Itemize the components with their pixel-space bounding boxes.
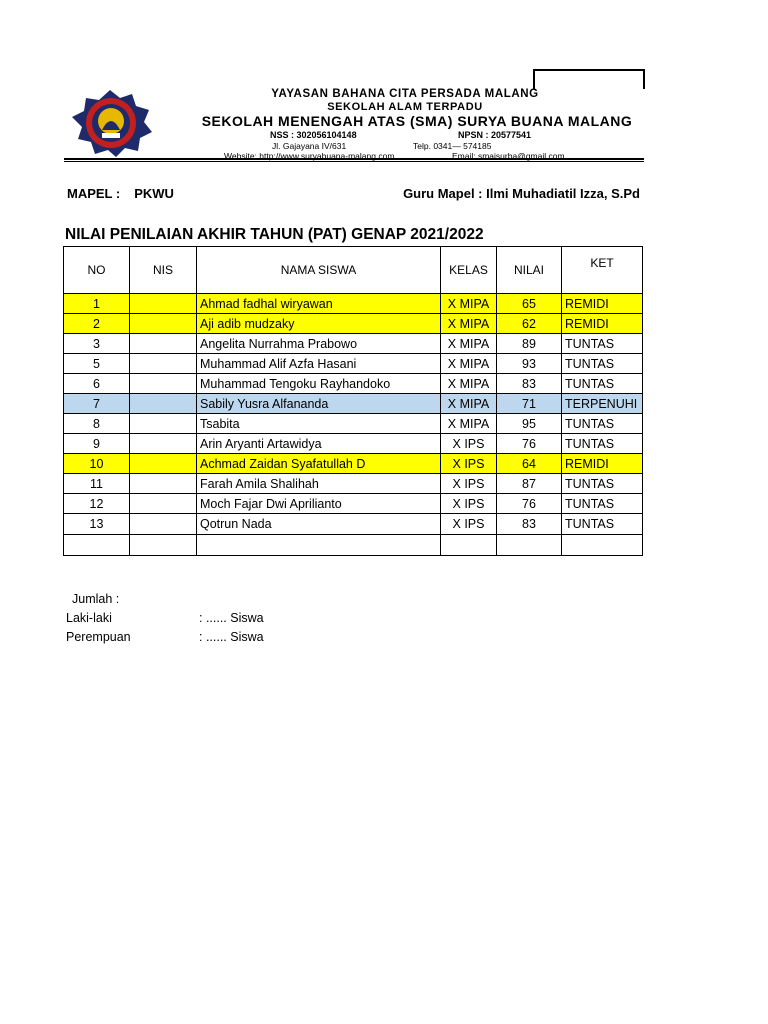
cell-ket: REMIDI — [562, 314, 643, 334]
table-row — [64, 374, 643, 394]
total-label: Jumlah : — [72, 592, 120, 606]
cell-ket: TUNTAS — [562, 334, 643, 354]
cell-nilai: 71 — [497, 394, 562, 414]
table-header-row — [64, 247, 643, 294]
letterhead-rule-thick — [64, 158, 644, 160]
cell-nama: Ahmad fadhal wiryawan — [197, 294, 441, 314]
header-nama-siswa: NAMA SISWA — [197, 247, 441, 294]
cell-nis — [130, 394, 197, 414]
cell-nama: Aji adib mudzaky — [197, 314, 441, 334]
address-line — [160, 141, 650, 151]
cell-kelas: X MIPA — [441, 354, 497, 374]
grades-table — [63, 246, 643, 556]
cell-ket — [562, 535, 643, 556]
cell-nama: Achmad Zaidan Syafatullah D — [197, 454, 441, 474]
table-row — [64, 514, 643, 535]
cell-nis — [130, 294, 197, 314]
cell-nama — [197, 535, 441, 556]
cell-nis — [130, 314, 197, 334]
corner-box — [533, 69, 645, 89]
table-row — [64, 494, 643, 514]
cell-kelas: X IPS — [441, 474, 497, 494]
cell-kelas: X MIPA — [441, 334, 497, 354]
cell-ket: TUNTAS — [562, 374, 643, 394]
subject-value: PKWU — [134, 186, 174, 201]
female-label: Perempuan — [66, 630, 131, 644]
cell-no: 5 — [64, 354, 130, 374]
foundation-name: YAYASAN BAHANA CITA PERSADA MALANG — [271, 88, 539, 100]
cell-kelas: X IPS — [441, 434, 497, 454]
cell-nilai: 83 — [497, 514, 562, 535]
cell-no: 12 — [64, 494, 130, 514]
cell-nis — [130, 494, 197, 514]
table-row — [64, 434, 643, 454]
cell-nama: Tsabita — [197, 414, 441, 434]
cell-nama: Sabily Yusra Alfananda — [197, 394, 441, 414]
cell-no: 3 — [64, 334, 130, 354]
cell-nilai: 93 — [497, 354, 562, 374]
email: Email: smaisurba@gmail.com — [452, 151, 565, 161]
school-name: SEKOLAH MENENGAH ATAS (SMA) SURYA BUANA MALANG — [201, 113, 633, 129]
cell-nilai: 65 — [497, 294, 562, 314]
nss-number: NSS : 302056104148 — [270, 130, 357, 140]
cell-nis — [130, 334, 197, 354]
cell-ket: REMIDI — [562, 454, 643, 474]
cell-kelas: X MIPA — [441, 374, 497, 394]
cell-nama: Angelita Nurrahma Prabowo — [197, 334, 441, 354]
table-row — [64, 535, 643, 556]
cell-nilai — [497, 535, 562, 556]
cell-no: 11 — [64, 474, 130, 494]
subject-label: MAPEL : — [67, 186, 121, 201]
subject-line — [67, 186, 174, 201]
cell-nis — [130, 535, 197, 556]
table-row — [64, 294, 643, 314]
cell-kelas: X IPS — [441, 454, 497, 474]
cell-nama: Muhammad Alif Azfa Hasani — [197, 354, 441, 374]
table-row — [64, 454, 643, 474]
cell-nis — [130, 514, 197, 535]
summary-block — [66, 590, 264, 647]
header-nilai: NILAI — [497, 247, 562, 294]
school-type: SEKOLAH ALAM TERPADU — [327, 101, 483, 113]
cell-nis — [130, 374, 197, 394]
male-count: : ...... Siswa — [199, 611, 264, 625]
cell-nama: Qotrun Nada — [197, 514, 441, 535]
cell-ket: TUNTAS — [562, 434, 643, 454]
cell-nilai: 95 — [497, 414, 562, 434]
cell-nis — [130, 454, 197, 474]
table-row — [64, 334, 643, 354]
cell-kelas — [441, 535, 497, 556]
cell-kelas: X IPS — [441, 494, 497, 514]
teacher-label: Guru Mapel : — [403, 186, 483, 201]
cell-no: 1 — [64, 294, 130, 314]
table-row — [64, 474, 643, 494]
header-nis: NIS — [130, 247, 197, 294]
cell-ket: REMIDI — [562, 294, 643, 314]
cell-nilai: 62 — [497, 314, 562, 334]
cell-kelas: X MIPA — [441, 414, 497, 434]
cell-nilai: 83 — [497, 374, 562, 394]
website: Website: http://www.suryabuana-malang.com — [224, 151, 395, 161]
npsn-number: NPSN : 20577541 — [458, 130, 532, 140]
cell-ket: TUNTAS — [562, 514, 643, 535]
header-ket: KET — [562, 247, 643, 294]
header-no: NO — [64, 247, 130, 294]
cell-ket: TERPENUHI — [562, 394, 643, 414]
table-row — [64, 354, 643, 374]
school-logo-icon — [64, 88, 156, 158]
cell-ket: TUNTAS — [562, 354, 643, 374]
cell-nama: Muhammad Tengoku Rayhandoko — [197, 374, 441, 394]
cell-nis — [130, 474, 197, 494]
male-label: Laki-laki — [66, 611, 112, 625]
female-count: : ...... Siswa — [199, 630, 264, 644]
cell-no: 7 — [64, 394, 130, 414]
document-title: NILAI PENILAIAN AKHIR TAHUN (PAT) GENAP 2021/2022 — [65, 226, 484, 243]
cell-no: 6 — [64, 374, 130, 394]
phone: Telp. 0341— 574185 — [413, 141, 492, 151]
teacher-line — [403, 186, 640, 201]
cell-nis — [130, 434, 197, 454]
cell-ket: TUNTAS — [562, 494, 643, 514]
cell-kelas: X MIPA — [441, 394, 497, 414]
address: Jl. Gajayana IV/631 — [272, 141, 347, 151]
cell-kelas: X IPS — [441, 514, 497, 535]
cell-nama: Moch Fajar Dwi Aprilianto — [197, 494, 441, 514]
table-body — [64, 294, 643, 556]
cell-no — [64, 535, 130, 556]
cell-nilai: 87 — [497, 474, 562, 494]
header-kelas: KELAS — [441, 247, 497, 294]
cell-nis — [130, 354, 197, 374]
cell-nama: Farah Amila Shalihah — [197, 474, 441, 494]
cell-kelas: X MIPA — [441, 294, 497, 314]
teacher-value: Ilmi Muhadiatil Izza, S.Pd — [486, 186, 640, 201]
cell-nilai: 76 — [497, 434, 562, 454]
cell-nilai: 64 — [497, 454, 562, 474]
cell-no: 9 — [64, 434, 130, 454]
cell-no: 2 — [64, 314, 130, 334]
letterhead-rule-thin — [64, 161, 644, 162]
cell-ket: TUNTAS — [562, 474, 643, 494]
table-row — [64, 314, 643, 334]
table-row — [64, 414, 643, 434]
cell-no: 13 — [64, 514, 130, 535]
cell-ket: TUNTAS — [562, 414, 643, 434]
cell-nilai: 76 — [497, 494, 562, 514]
letterhead — [160, 88, 650, 161]
cell-nis — [130, 414, 197, 434]
cell-nama: Arin Aryanti Artawidya — [197, 434, 441, 454]
cell-kelas: X MIPA — [441, 314, 497, 334]
table-row — [64, 394, 643, 414]
cell-no: 10 — [64, 454, 130, 474]
cell-no: 8 — [64, 414, 130, 434]
cell-nilai: 89 — [497, 334, 562, 354]
registration-line — [160, 130, 650, 141]
